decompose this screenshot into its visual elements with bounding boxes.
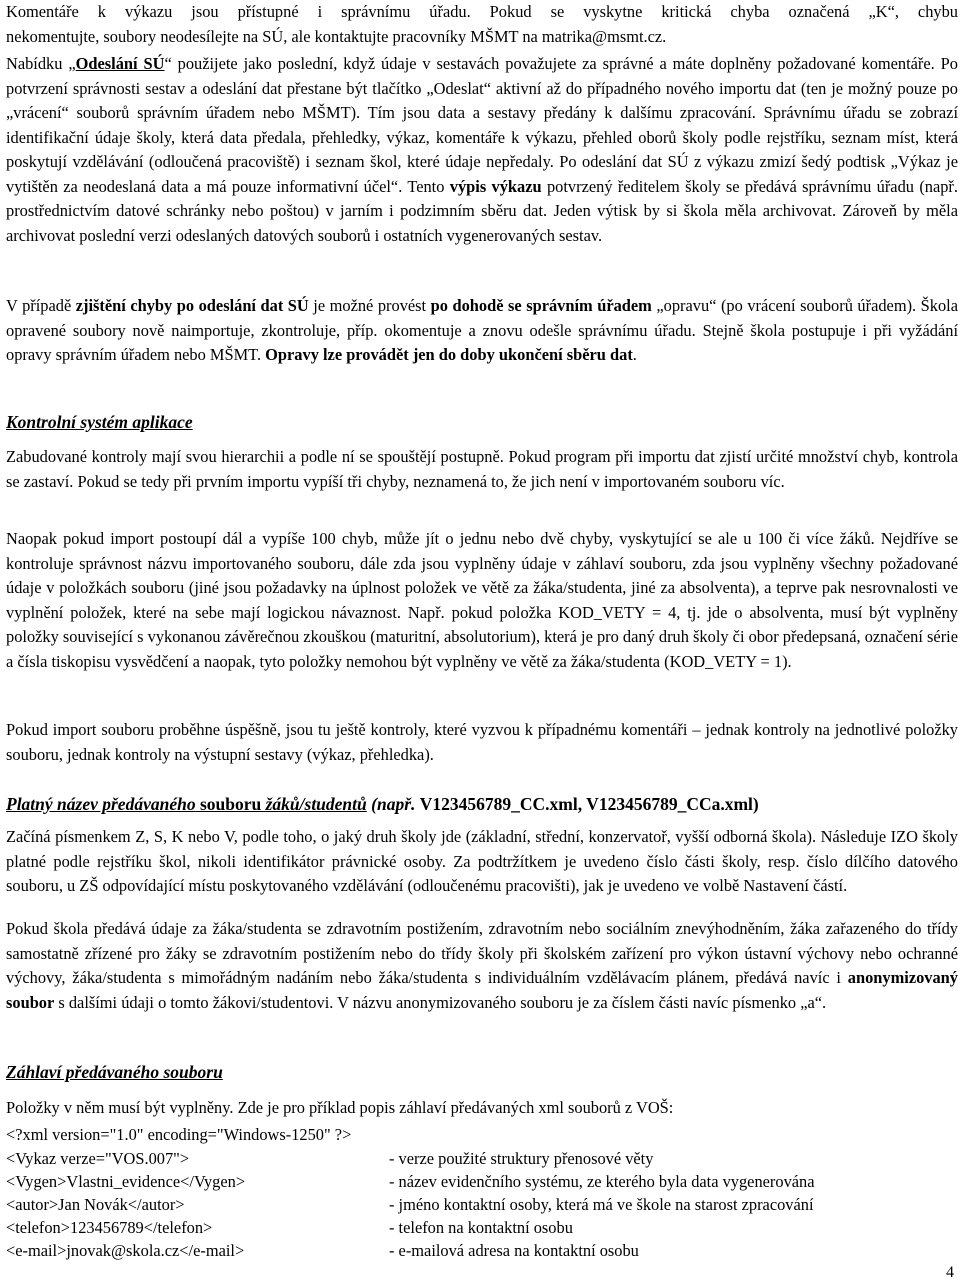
- bold-text: Opravy lze provádět jen do doby ukončení sběru dat: [265, 345, 633, 364]
- text-run: .: [632, 345, 637, 364]
- paragraph-import-errors: [6, 527, 958, 674]
- text-run: s dalšími údaji o tomto žákovi/studentovi. V názvu anonymizovaného souboru je za číslem části navíc písmenko „a“.: [54, 992, 827, 1012]
- xml-code: <?xml version="1.0" encoding="Windows-1250" ?>: [6, 1125, 352, 1144]
- xml-description: - jméno kontaktní osoby, která má ve škole na starost zpracování: [389, 1195, 814, 1214]
- xml-code: <telefon>123456789</telefon>: [6, 1218, 213, 1237]
- paragraph-submit-su: [6, 52, 958, 248]
- section-heading-file-header: Záhlaví předávaného souboru: [6, 1062, 223, 1082]
- xml-row: [6, 1147, 956, 1171]
- paragraph-line: Komentáře k výkazu jsou přístupné i správnímu úřadu. Pokud se vyskytne kritická chyba označená „K“, chybu: [6, 2, 958, 21]
- xml-row: [6, 1170, 956, 1194]
- xml-description: - verze použité struktury přenosové věty: [389, 1149, 654, 1168]
- xml-code: <Vykaz verze="VOS.007">: [6, 1149, 190, 1168]
- xml-row: [6, 1239, 956, 1263]
- heading-part: žáků/studentů: [265, 794, 367, 814]
- text-run: „opravu“ (po vrácení souborů úřadem). Škola opravené soubory nově naimportuje, zkontroluje, příp. okomentuje a znovu odešle správnímu úřadu. Stejně škola postupuje i při vyžádání opravy správním úřadem nebo MŠMT.: [6, 296, 958, 364]
- page-number: 4: [946, 1264, 954, 1281]
- bold-text: po dohodě se správním úřadem: [430, 296, 652, 315]
- text-run: Pokud import souboru proběhne úspěšně, jsou tu ještě kontroly, které vyzvou k případnému komentáři – jednak kontroly na jednotlivé položky souboru, jednak kontroly na výstupní sestavy (výkaz, přehledka).: [6, 720, 958, 764]
- xml-row: [6, 1193, 956, 1217]
- text-run: Položky v něm musí být vyplněny. Zde je pro příklad popis záhlaví předávaných xml souborů z VOŠ:: [6, 1098, 674, 1117]
- heading-part: (např.: [366, 794, 420, 814]
- paragraph-file-name-rules: [6, 825, 958, 899]
- xml-description: - název evidenčního systému, ze kterého byla data vygenerována: [389, 1172, 815, 1191]
- text-run: je možné provést: [308, 296, 431, 315]
- paragraph-error-correction: [6, 294, 958, 368]
- text-run: potvrzený ředitelem školy se předává správnímu úřadu (např. prostřednictvím datové schránky nebo poštou) v jarním i podzimním sběru dat. Jeden výtisk by si škola měla archivovat. Zároveň by měla archivovat poslední verzi odeslaných datových souborů i ostatních vygenerovaných sestav.: [6, 176, 958, 245]
- xml-description: - e-mailová adresa na kontaktní osobu: [389, 1241, 639, 1260]
- paragraph-successful-import: [6, 718, 958, 767]
- xml-declaration: [6, 1123, 956, 1147]
- text-run: Zabudované kontroly mají svou hierarchii a podle ní se spouštějí postupně. Pokud program při importu dat zjistí určité množství chyb, kontrola se zastaví. Pokud se tedy při prvním importu vypíší tři chyby, neznamená to, že jich není v importovaném souboru víc.: [6, 447, 958, 491]
- section-heading-control-system: Kontrolní systém aplikace: [6, 412, 193, 432]
- xml-code: <e-mail>jnovak@skola.cz</e-mail>: [6, 1241, 245, 1260]
- heading-part: Platný název předávaného: [6, 794, 196, 814]
- text-run: Naopak pokud import postoupí dál a vypíše 100 chyb, může jít o jednu nebo dvě chyby, vyskytující se ale u 100 či více žáků. Nejdříve se kontroluje správnost názvu importovaného souboru, dále zda jsou vyplněny údaje v záhlaví souboru, zda jsou vyplněny všechny požadované údaje v položkách souboru (jiné jsou požadavky na úplnost položek ve větě za žáka/studenta, jiné za absolventa), a teprve pak nesrovnalosti ve vyplnění položek, které na sebe mají logickou návaznost. Např. pokud položka KOD_VETY = 4, tj. jde o absolventa, musí být vyplněny položky související s vykonanou závěrečnou zkouškou (maturitní, absolutorium), která je pro daný druh školy či obor předepsaná, označení série a čísla tiskopisu vysvědčení a naopak, tyto položky nemohou být vyplněny ve větě za žáka/studenta (KOD_VETY = 1).: [6, 529, 958, 671]
- text-run: V případě: [6, 296, 76, 315]
- xml-description: - telefon na kontaktní osobu: [389, 1218, 573, 1237]
- text-run: Pokud škola předává údaje za žáka/studenta se zdravotním postižením, zdravotním nebo sociálním znevýhodněním, žáka zařazeného do třídy samostatně zřízené pro žáky se zdravotním postižením nebo do třídy školy při školském zařízení pro výkon ústavní výchovy nebo ochranné výchovy, žáka/studenta s mimořádným nadáním nebo žáka/studenta s individuálním vzdělávacím plánem, předává navíc i: [6, 919, 958, 987]
- xml-code: <Vygen>Vlastni_evidence</Vygen>: [6, 1172, 246, 1191]
- bold-text: výpis výkazu: [449, 176, 542, 196]
- bold-text: zjištění chyby po odeslání dat SÚ: [75, 296, 309, 315]
- heading-part: V123456789_CC.xml, V123456789_CCa.xml): [419, 794, 759, 814]
- section-heading-file-name: [6, 792, 759, 817]
- heading-part: souboru: [195, 794, 266, 814]
- bold-text: anonymizovaný soubor: [6, 968, 958, 1012]
- paragraph-control-hierarchy: [6, 445, 958, 494]
- xml-row: [6, 1216, 956, 1240]
- xml-code: <autor>Jan Novák</autor>: [6, 1195, 185, 1214]
- paragraph-comments-access: [6, 0, 958, 49]
- text-run: Nabídku „: [6, 54, 76, 73]
- text-run: “ použijete jako poslední, když údaje v sestavách považujete za správné a máte doplněny požadované komentáře. Po potvrzení správnosti sestav a odeslání dat přestane být tlačítko „Odeslat“ aktivní až do případného nového importu dat (ten je možný pouze po „vrácení“ souborů správním úřadem nebo MŠMT). Tím jsou data a sestavy předány k dalšímu zpracování. Správnímu úřadu se zobrazí identifikační údaje školy, která data předala, přehledky, výkaz, komentáře k výkazu, přehled oborů školy podle rejstříku, seznam míst, která poskytují vzdělávání (odloučená pracoviště) i seznam škol, které údaje nepředaly. Po odeslání dat SÚ z výkazu zmizí šedý podtisk „Výkaz je vytištěn za neodeslaná data a má pouze informativní účel“. Tento: [6, 54, 958, 196]
- text-run: Začíná písmenkem Z, S, K nebo V, podle toho, o jaký druh školy jde (základní, střední, konzervatoř, vyšší odborná škola). Následuje IZO školy platné podle rejstříku škol, nikoli identifikátor právnické osoby. Za podtržítkem je uvedeno číslo části školy, resp. číslo dílčího datového souboru, u ZŠ odpovídající místu poskytovaného vzdělávání (odloučenému pracovišti), jak je uvedeno ve volbě Nastavení částí.: [6, 827, 958, 895]
- menu-name-odeslani-su: Odeslání SÚ: [75, 54, 165, 73]
- paragraph-header-items: [6, 1096, 958, 1121]
- paragraph-line: nekomentujte, soubory neodesílejte na SÚ, ale kontaktujte pracovníky MŠMT na matrika@msmt.cz.: [6, 26, 667, 46]
- paragraph-anonymized-file: [6, 917, 958, 1015]
